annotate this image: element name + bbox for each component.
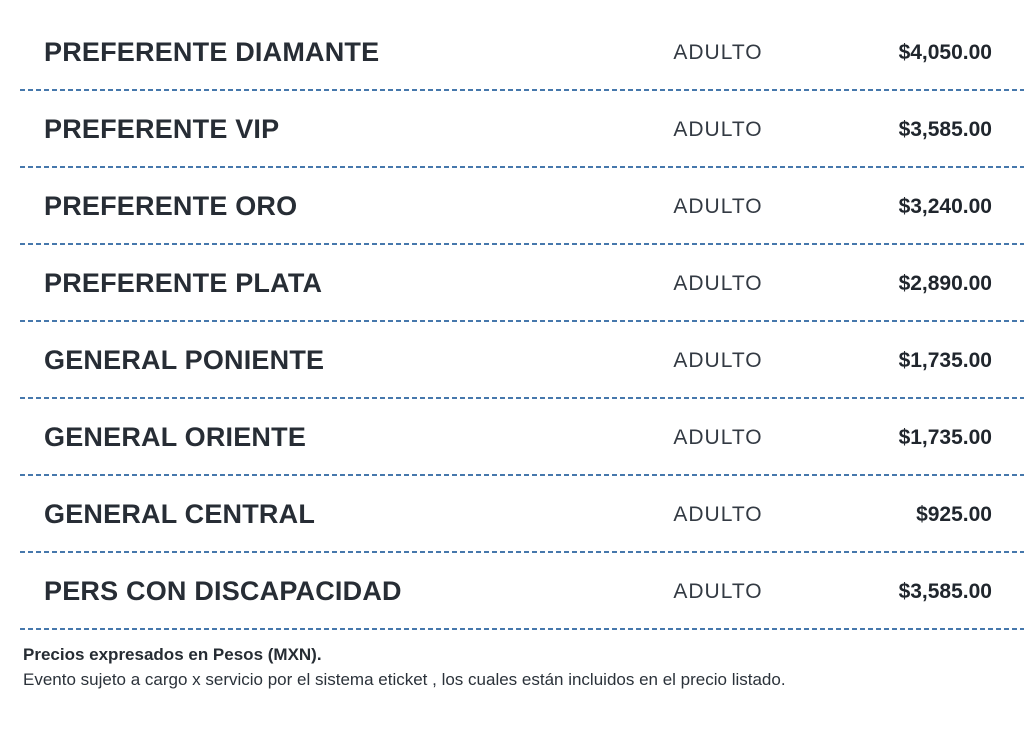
price-row bbox=[0, 322, 1024, 399]
ticket-type: ADULTO bbox=[673, 40, 763, 64]
dashed-divider bbox=[20, 628, 1024, 630]
currency-note: Precios expresados en Pesos (MXN). bbox=[23, 645, 322, 664]
price-row bbox=[0, 553, 1024, 630]
ticket-price: $3,585.00 bbox=[898, 579, 992, 603]
price-row bbox=[0, 245, 1024, 322]
footer-notes bbox=[0, 630, 1024, 690]
price-row bbox=[0, 399, 1024, 476]
ticket-price: $1,735.00 bbox=[898, 425, 992, 449]
ticket-price: $2,890.00 bbox=[898, 271, 992, 295]
section-name: PERS CON DISCAPACIDAD bbox=[44, 576, 402, 606]
price-row bbox=[0, 476, 1024, 553]
service-charge-note: Evento sujeto a cargo x servicio por el sistema eticket , los cuales están incluidos en el precio listado. bbox=[23, 670, 786, 689]
ticket-type: ADULTO bbox=[673, 194, 763, 218]
section-name: PREFERENTE PLATA bbox=[44, 268, 323, 298]
section-name: GENERAL CENTRAL bbox=[44, 499, 316, 529]
ticket-price: $3,585.00 bbox=[898, 117, 992, 141]
ticket-type: ADULTO bbox=[673, 348, 763, 372]
ticket-price: $4,050.00 bbox=[898, 40, 992, 64]
section-name: GENERAL ORIENTE bbox=[44, 422, 307, 452]
ticket-type: ADULTO bbox=[673, 117, 763, 141]
ticket-type: ADULTO bbox=[673, 502, 763, 526]
ticket-price: $3,240.00 bbox=[898, 194, 992, 218]
price-row bbox=[0, 14, 1024, 91]
section-name: PREFERENTE DIAMANTE bbox=[44, 37, 380, 67]
section-name: PREFERENTE VIP bbox=[44, 114, 280, 144]
ticket-price: $925.00 bbox=[916, 502, 992, 526]
ticket-type: ADULTO bbox=[673, 425, 763, 449]
section-name: GENERAL PONIENTE bbox=[44, 345, 325, 375]
ticket-price: $1,735.00 bbox=[898, 348, 992, 372]
price-row bbox=[0, 168, 1024, 245]
ticket-type: ADULTO bbox=[673, 271, 763, 295]
section-name: PREFERENTE ORO bbox=[44, 191, 298, 221]
ticket-type: ADULTO bbox=[673, 579, 763, 603]
price-row bbox=[0, 91, 1024, 168]
